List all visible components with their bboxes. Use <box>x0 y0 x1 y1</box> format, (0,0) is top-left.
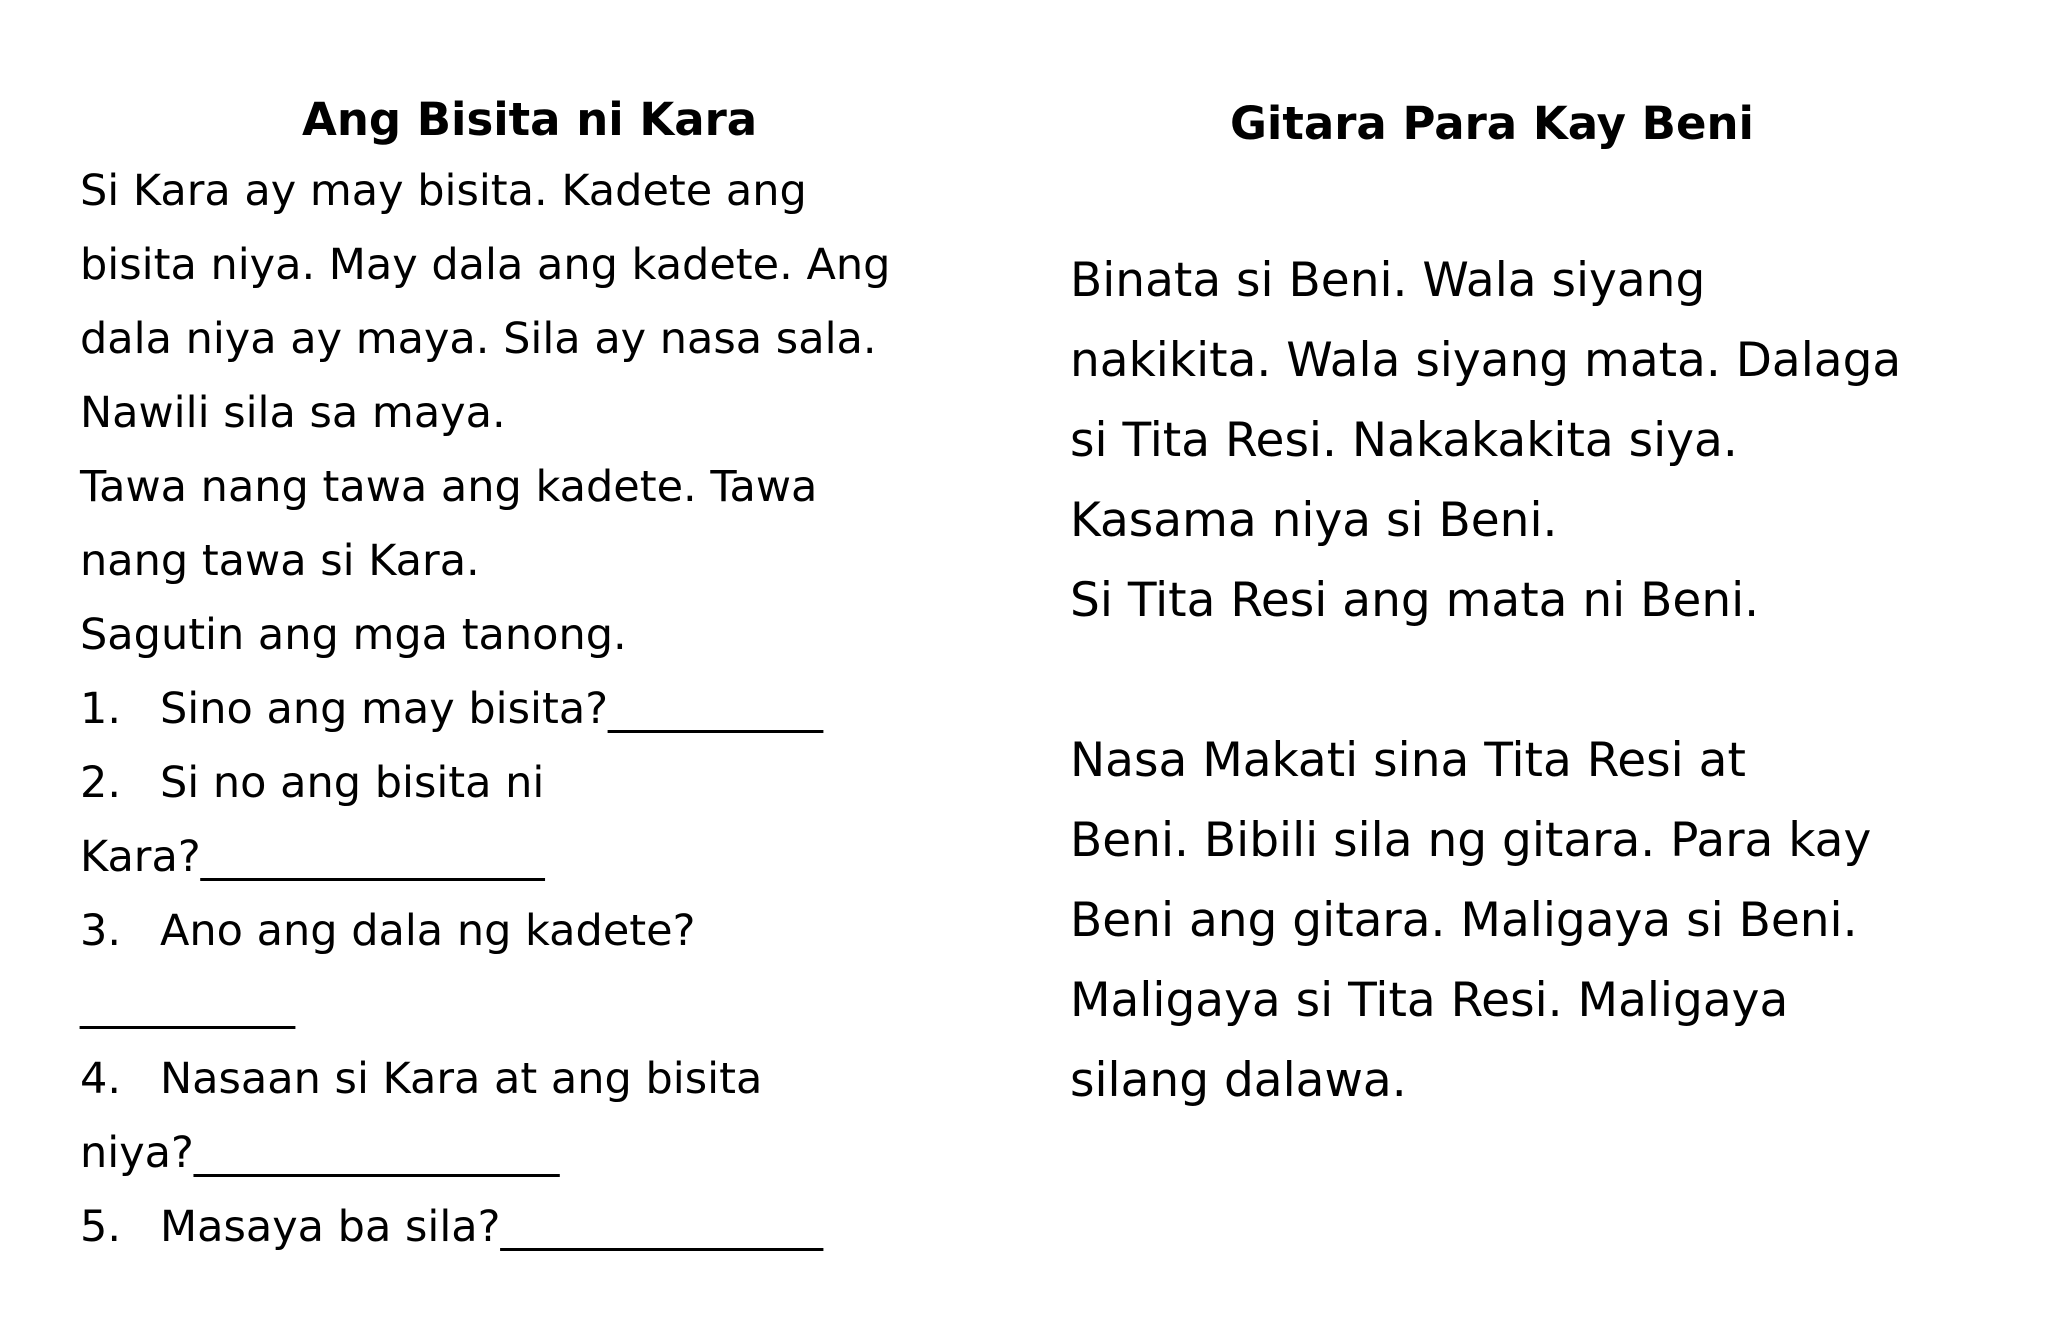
story-line: Beni ang gitara. Maligaya si Beni. <box>1070 893 1858 948</box>
story-line: Kasama niya si Beni. <box>1070 493 1558 548</box>
question-text: Si no ang bisita ni <box>160 758 545 808</box>
right-story-title: Gitara Para Kay Beni <box>1230 97 1754 150</box>
question-continuation: niya?_________________ <box>80 1128 560 1178</box>
question-text: Nasaan si Kara at ang bisita <box>160 1054 763 1104</box>
left-story-title: Ang Bisita ni Kara <box>302 93 758 146</box>
story-line: dala niya ay maya. Sila ay nasa sala. <box>80 314 877 364</box>
story-line: Nasa Makati sina Tita Resi at <box>1070 733 1746 788</box>
question-item <box>80 906 696 956</box>
story-line: nang tawa si Kara. <box>80 536 480 586</box>
question-number: 3. <box>80 906 122 956</box>
question-number: 4. <box>80 1054 122 1104</box>
story-line: Nawili sila sa maya. <box>80 388 506 438</box>
question-number: 1. <box>80 684 122 734</box>
question-item <box>80 1054 763 1104</box>
question-text: Masaya ba sila?_______________ <box>160 1202 823 1252</box>
question-item <box>80 1202 823 1252</box>
story-line: Si Kara ay may bisita. Kadete ang <box>80 166 807 216</box>
story-line: Maligaya si Tita Resi. Maligaya <box>1070 973 1789 1028</box>
question-text: Ano ang dala ng kadete? <box>160 906 696 956</box>
story-line: bisita niya. May dala ang kadete. Ang <box>80 240 891 290</box>
question-number: 5. <box>80 1202 122 1252</box>
story-line: Binata si Beni. Wala siyang <box>1070 253 1706 308</box>
question-item <box>80 758 545 808</box>
question-item <box>80 684 824 734</box>
question-text: Sino ang may bisita?__________ <box>160 684 824 734</box>
story-line: si Tita Resi. Nakakakita siya. <box>1070 413 1738 468</box>
story-line: nakikita. Wala siyang mata. Dalaga <box>1070 333 1902 388</box>
story-line: Beni. Bibili sila ng gitara. Para kay <box>1070 813 1872 868</box>
question-number: 2. <box>80 758 122 808</box>
question-continuation: Kara?________________ <box>80 832 545 882</box>
instruction-line: Sagutin ang mga tanong. <box>80 610 627 660</box>
story-line: silang dalawa. <box>1070 1053 1407 1108</box>
story-line: Tawa nang tawa ang kadete. Tawa <box>80 462 818 512</box>
question-continuation: __________ <box>80 980 295 1030</box>
story-line: Si Tita Resi ang mata ni Beni. <box>1070 573 1760 628</box>
